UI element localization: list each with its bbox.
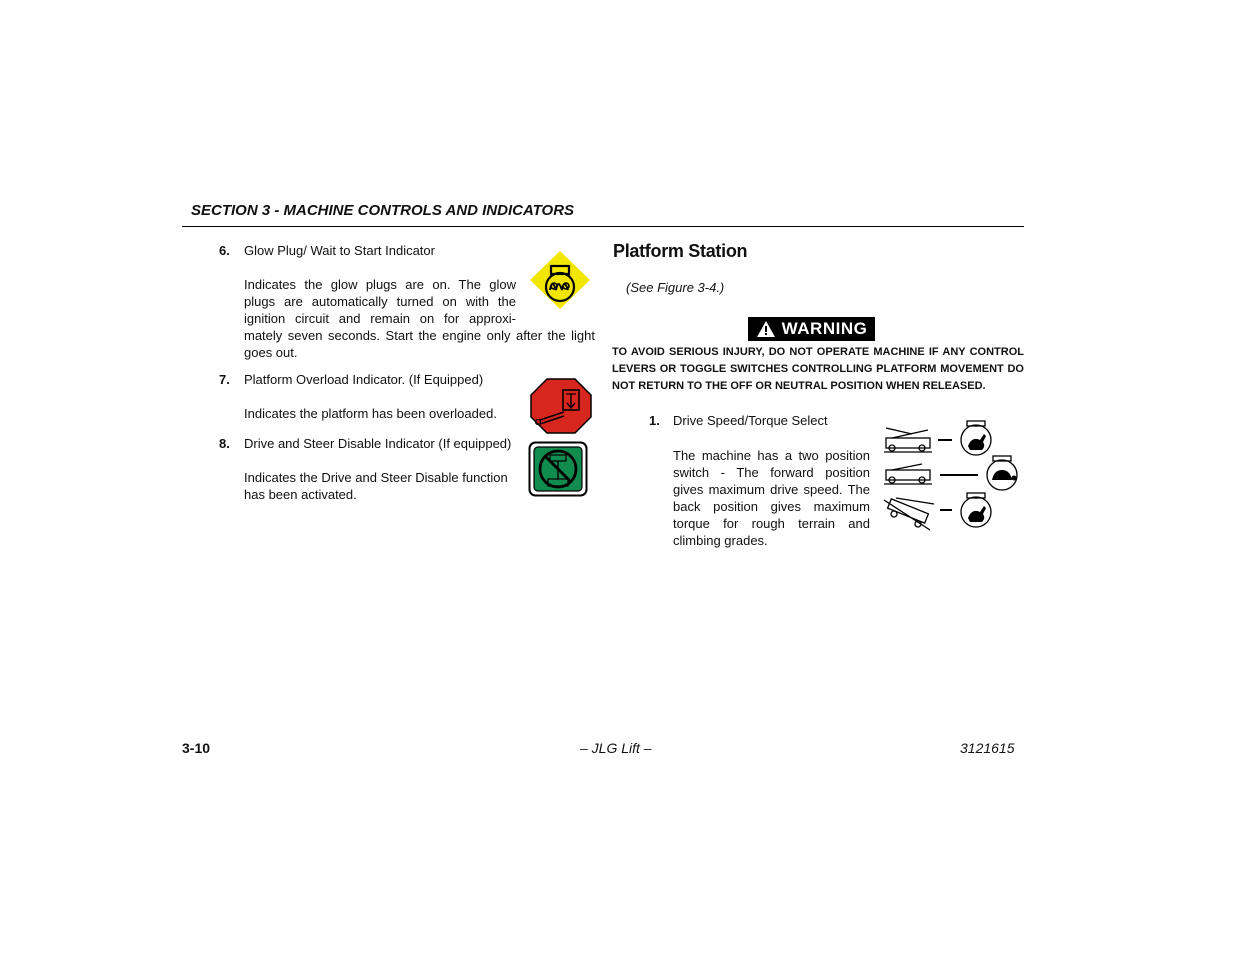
figure-reference: (See Figure 3-4.) [626,280,725,295]
warning-banner [748,317,875,341]
item-1-body: The machine has a two position switch - The forward position gives maximum drive speed. The back position gives maximum torque for rough terrain and climbing grades. [673,448,870,548]
warning-text: TO AVOID SERIOUS INJURY, DO NOT OPERATE MACHINE IF ANY CONTROL LEVERS OR TOGGLE SWITCHES CONTROLLING PLATFORM MOVEMENT DO NOT RETURN TO THE OFF OR NEUTRAL POSITION WHEN RELEASED. [612,346,1024,392]
item-7-number: 7. [219,372,230,387]
header-divider [182,226,1024,227]
item-6-number: 6. [219,243,230,258]
drive-steer-disable-icon [528,441,588,497]
glow-plug-icon [529,250,591,310]
document-number: 3121615 [960,740,1015,756]
drive-speed-torque-switch-icon [882,420,1024,532]
warning-label: WARNING [781,319,868,338]
item-1-title: Drive Speed/Torque Select [673,413,828,428]
platform-overload-icon [530,378,592,434]
section-title: SECTION 3 - MACHINE CONTROLS AND INDICATORS [191,202,575,219]
item-8-title: Drive and Steer Disable Indicator (If equipped) [244,436,512,451]
item-6-title: Glow Plug/ Wait to Start Indicator [244,243,435,258]
item-6-body-narrow: Indicates the glow plugs are on. The glow plugs are automatically turned on with the ignition circuit and remain on for approxi- [244,277,516,326]
warning-triangle-icon [756,320,776,338]
page-number: 3-10 [182,740,211,756]
item-6-body-wide: mately seven seconds. Start the engine only after the light goes out. [244,328,595,360]
platform-station-heading: Platform Station [613,241,748,261]
item-7-title: Platform Overload Indicator. (If Equipped) [244,372,484,387]
item-8-body: Indicates the Drive and Steer Disable function has been activated. [244,470,508,502]
item-7-body: Indicates the platform has been overloaded. [244,406,497,421]
footer-publisher: – JLG Lift – [580,740,652,756]
item-8-number: 8. [219,436,230,451]
item-1-number: 1. [649,413,660,428]
